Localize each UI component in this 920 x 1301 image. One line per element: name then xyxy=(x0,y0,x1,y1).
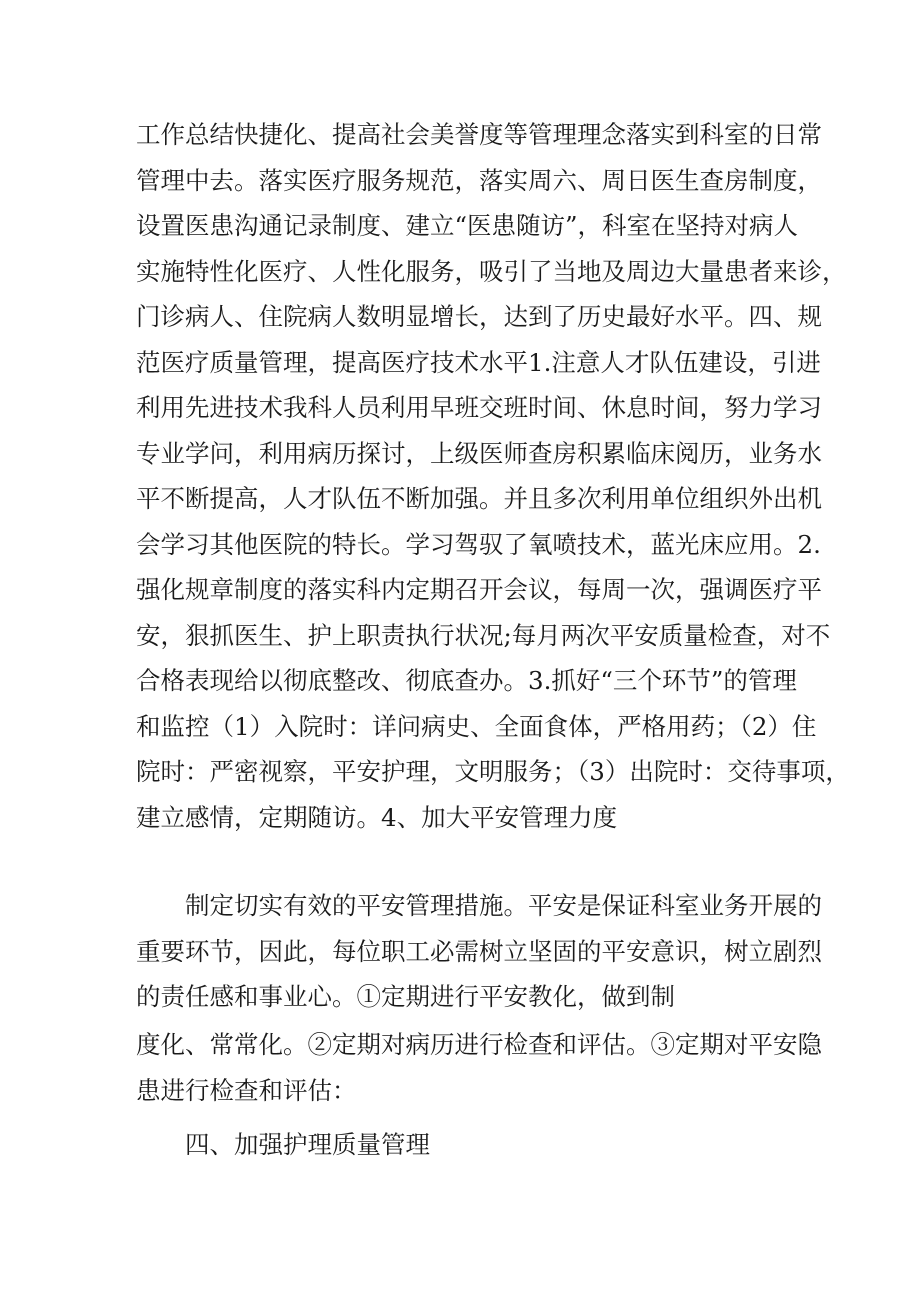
text-line: 重要环节，因此，每位职工必需树立坚固的平安意识，树立剧烈 xyxy=(136,936,822,966)
section-heading xyxy=(136,1122,796,1168)
text-line: 患进行检查和评估： xyxy=(136,1075,357,1105)
text-line: 实施特性化医疗、人性化服务，吸引了当地及周边大量患者来诊， xyxy=(136,256,847,286)
paragraph-1 xyxy=(136,112,850,840)
paragraph-3 xyxy=(136,1022,822,1113)
section-heading-text: 四、加强护理质量管理 xyxy=(185,1130,430,1159)
text-line: 安，狠抓医生、护上职责执行状况;每月两次平安质量检查，对不 xyxy=(136,620,831,650)
paragraph-2 xyxy=(136,883,822,1020)
text-line: 的责任感和事业心。①定期进行平安教化，做到制 xyxy=(136,982,675,1011)
text-line: 专业学问，利用病历探讨，上级医师查房积累临床阅历，业务水 xyxy=(136,438,822,468)
text-line: 强化规章制度的落实科内定期召开会议，每周一次，强调医疗平 xyxy=(136,575,822,604)
text-line: 合格表现给以彻底整改、彻底查办。3.抓好“三个环节”的管理 xyxy=(136,666,797,695)
text-line: 管理中去。落实医疗服务规范，落实周六、周日医生查房制度， xyxy=(136,165,822,195)
text-line: 度化、常常化。②定期对病历进行检查和评估。③定期对平安隐 xyxy=(136,1030,822,1059)
text-line: 制定切实有效的平安管理措施。平安是保证科室业务开展的 xyxy=(185,891,822,920)
text-line: 门诊病人、住院病人数明显增长，达到了历史最好水平。四、规 xyxy=(136,302,822,331)
text-line: 建立感情，定期随访。4、加大平安管理力度 xyxy=(136,802,618,832)
text-line: 设置医患沟通记录制度、建立“医患随访”，科室在坚持对病人 xyxy=(136,211,799,240)
text-line: 会学习其他医院的特长。学习驾驭了氧喷技术，蓝光床应用。2. xyxy=(136,529,821,559)
text-line: 范医疗质量管理，提高医疗技术水平1.注意人才队伍建设，引进 xyxy=(136,347,821,377)
text-line: 工作总结快捷化、提高社会美誉度等管理理念落实到科室的日常 xyxy=(136,120,822,149)
text-line: 院时：严密视察，平安护理，文明服务；（3）出院时：交待事项， xyxy=(136,757,850,786)
text-line: 和监控（1）入院时：详问病史、全面食体，严格用药；（2）住 xyxy=(136,711,817,741)
text-line: 平不断提高，人才队伍不断加强。并且多次利用单位组织外出机 xyxy=(136,484,822,513)
text-line: 利用先进技术我科人员利用早班交班时间、休息时间，努力学习 xyxy=(136,393,822,422)
